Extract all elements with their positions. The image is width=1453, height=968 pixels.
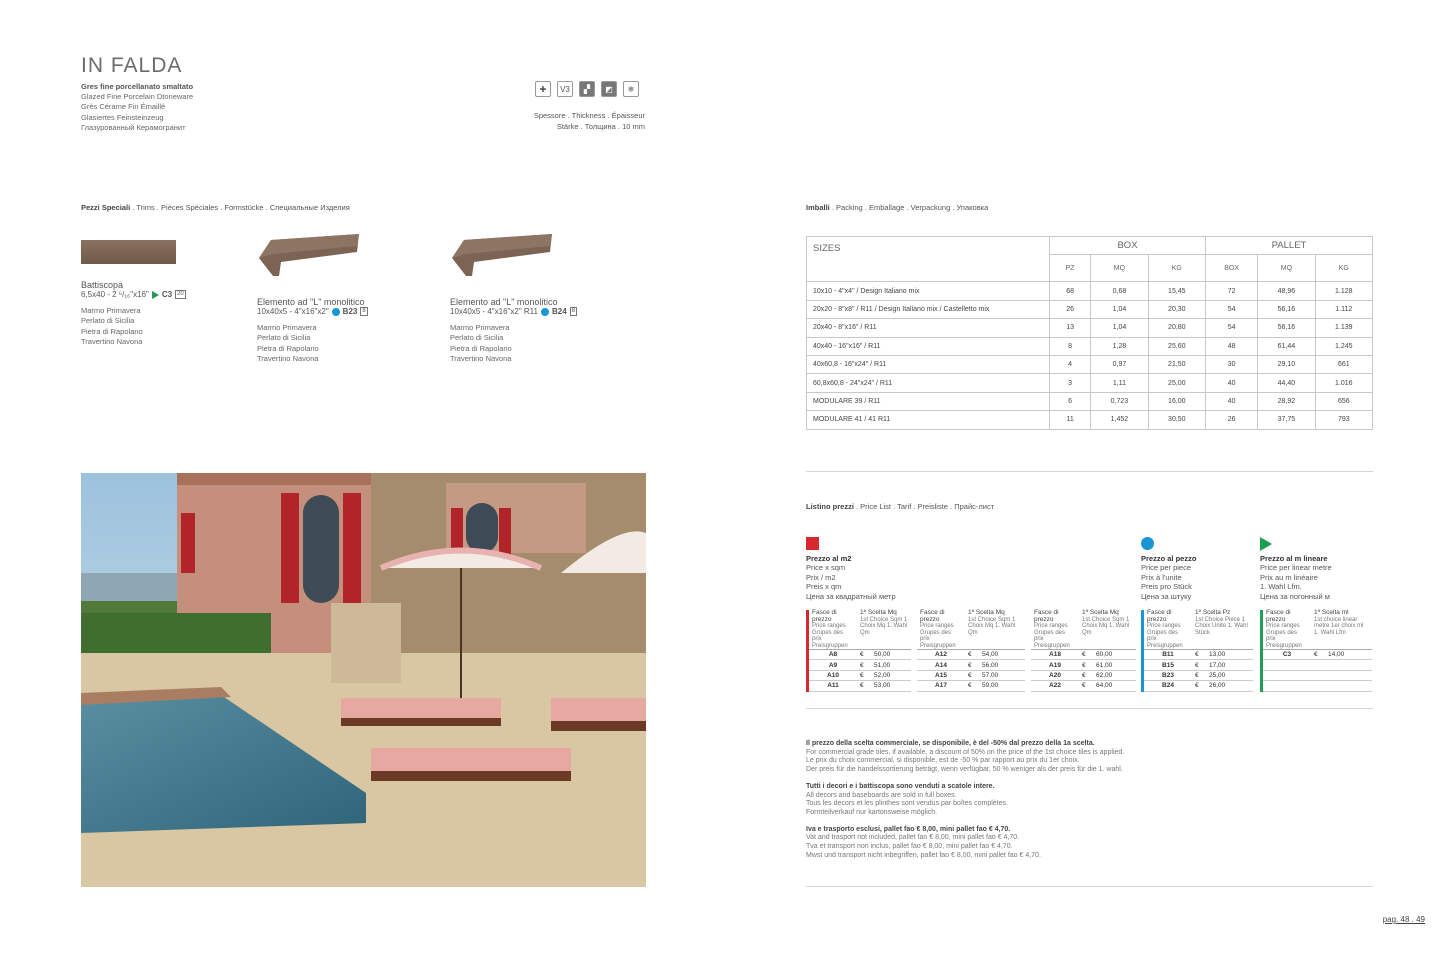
- frost-resistant-icon: ✚: [535, 81, 551, 97]
- value-cell: 0,97: [1091, 355, 1148, 373]
- price-table: [914, 610, 1025, 692]
- note-line: Tva et transport non inclus, pallet fao € 8,00, mini pallet fao € 4,70.: [806, 843, 1013, 851]
- price-range-header: Fasce di prezzo Price ranges Grupes des prix Preisgruppen: [808, 610, 858, 650]
- material-it: Gres fine porcellanato smaltato: [81, 82, 194, 91]
- value-cell: 1,452: [1091, 411, 1148, 429]
- price-header: 1ª Scelta Mq 1st Choice Sqm 1 Choix Mq 1. Wahl Qm: [965, 610, 1025, 650]
- price-range-header: Fasce di prezzo Price ranges Grupes des prix Preisgruppen: [916, 610, 966, 650]
- size-cell: MODULARE 39 / R11: [807, 392, 1050, 410]
- price-row: [808, 670, 912, 680]
- note-line: Formteilverkauf nur kartonsweise möglich.: [806, 808, 938, 816]
- pool-villa-photo: [81, 473, 646, 887]
- value-cell: 20,80: [1148, 319, 1205, 337]
- thickness-line-2: Stärke . Толщина . 10 mm: [556, 121, 645, 131]
- label-line: Цена за погонный м: [1260, 591, 1330, 601]
- thickness-line-1: Spessore . Thickness . Épaisseur: [533, 111, 645, 120]
- price-value: 60,00: [1093, 650, 1136, 660]
- series-item: Travertino Navona: [257, 353, 319, 363]
- price-value: 53,00: [871, 681, 911, 691]
- trim-series-list: [81, 306, 261, 347]
- sub-box: BOX: [1206, 255, 1258, 282]
- price-value: 54,00: [979, 650, 1025, 660]
- value-cell: 56,16: [1258, 319, 1315, 337]
- pieces-per-box: 20: [177, 291, 184, 297]
- price-code: [1262, 660, 1312, 670]
- pieces-per-box: 8: [362, 308, 366, 314]
- material-ru: Глазурованный Керамогранит: [81, 122, 186, 132]
- series-item: Marmo Primavera: [81, 306, 141, 315]
- price-row: [808, 681, 912, 691]
- price-per-piece-label: [1141, 554, 1196, 601]
- price-row: [1262, 670, 1373, 680]
- series-item: Perlato di Sicilia: [81, 316, 135, 326]
- price-per-sqm-label: [806, 554, 896, 601]
- price-row: [808, 650, 912, 660]
- label-line: Prezzo al m lineare: [1260, 554, 1328, 563]
- blue-dot-icon: [1141, 537, 1154, 550]
- trim-image-l-element-r11: [450, 232, 554, 278]
- value-cell: 13: [1050, 319, 1091, 337]
- price-value: 61,00: [1093, 660, 1136, 670]
- trim-name: Elemento ad "L" monolitico: [450, 297, 558, 307]
- price-header: 1ª Scelta Pz 1st Choice Piece 1 Choix Unite 1. Wahl Stück: [1192, 610, 1253, 650]
- material-fr: Grès Cérame Fin Émaillé: [81, 102, 166, 112]
- note-line: For commercial grade tiles, if available, a discount of 50% on the price of the 1st choice tiles is applied.: [806, 748, 1125, 756]
- value-cell: 16,00: [1148, 392, 1205, 410]
- size-cell: 20x40 - 8"x16" / R11: [807, 319, 1050, 337]
- trim-image-baseboard: [81, 240, 176, 264]
- euro-sign: [1311, 681, 1325, 691]
- euro-sign: €: [965, 660, 979, 670]
- notes: [806, 740, 1366, 868]
- price-value: 51,00: [871, 660, 911, 670]
- price-code: A17: [916, 681, 966, 691]
- price-table: [1141, 610, 1253, 692]
- euro-sign: €: [857, 681, 871, 691]
- price-code: A19: [1030, 660, 1080, 670]
- price-code: A9: [808, 660, 858, 670]
- material-en: Glazed Fine Porcelain Dtoneware: [81, 92, 194, 102]
- packing-row: [807, 337, 1373, 355]
- series-item: Perlato di Sicilia: [450, 333, 504, 343]
- trims-heading: [81, 203, 350, 212]
- note-title: Il prezzo della scelta commerciale, se disponibile, è del -50% dal prezzo della 1a scelta.: [806, 740, 1095, 747]
- value-cell: 1.128: [1315, 282, 1372, 300]
- note-vat-transport: [806, 826, 1366, 861]
- floor-use-icon: ▞: [579, 81, 595, 97]
- value-cell: 0,68: [1091, 282, 1148, 300]
- note-full-boxes: [806, 783, 1366, 818]
- note-line: Mwst und transport nicht inbegriffen, pallet fao € 8,00, mini pallet fao € 4,70.: [806, 851, 1041, 859]
- price-row: [916, 670, 1026, 680]
- price-code: A8: [808, 650, 858, 660]
- value-cell: 4: [1050, 355, 1091, 373]
- price-range-header: Fasce di prezzo Price ranges Grupes des prix Preisgruppen: [1143, 610, 1193, 650]
- label-line: 1. Wahl Lfm.: [1260, 582, 1302, 592]
- trim-name: Elemento ad "L" monolitico: [257, 297, 365, 307]
- value-cell: 44,40: [1258, 374, 1315, 392]
- tile-properties-icons: [535, 81, 639, 97]
- price-code: A12: [916, 650, 966, 660]
- series-item: Travertino Navona: [81, 336, 143, 346]
- label-line: Price per piece: [1141, 563, 1192, 573]
- price-table: [1028, 610, 1136, 692]
- price-row: [1030, 681, 1137, 691]
- euro-sign: €: [965, 670, 979, 680]
- value-cell: 656: [1315, 392, 1372, 410]
- value-cell: 29,10: [1258, 355, 1315, 373]
- value-cell: 6: [1050, 392, 1091, 410]
- price-row: [916, 681, 1026, 691]
- trim-image-l-element: [257, 232, 361, 278]
- price-range-header: Fasce di prezzo Price ranges Grupes des prix Preisgruppen: [1262, 610, 1312, 650]
- pricelist-heading-bold: Listino prezzi: [806, 502, 854, 511]
- euro-sign: €: [1192, 670, 1206, 680]
- label-line: Prix / m2: [806, 572, 836, 582]
- price-code: C3: [1262, 650, 1312, 660]
- price-code: A20: [1030, 670, 1080, 680]
- value-cell: 21,50: [1148, 355, 1205, 373]
- price-row: [1262, 660, 1373, 670]
- blue-dot-icon: [332, 308, 340, 316]
- trim-size-row: [450, 307, 650, 316]
- value-cell: 61,44: [1258, 337, 1315, 355]
- green-triangle-icon: [152, 291, 159, 299]
- price-value: [1325, 681, 1372, 691]
- euro-sign: €: [1311, 650, 1325, 660]
- page-title: IN FALDA: [81, 54, 183, 77]
- price-value: 52,00: [871, 670, 911, 680]
- note-line: Tous les decors et les plinthes sont vendus par boîtes complètes.: [806, 800, 1008, 808]
- material-description: [81, 82, 193, 133]
- packing-heading-bold: Imballi: [806, 203, 830, 212]
- value-cell: 661: [1315, 355, 1372, 373]
- trim-size-row: [81, 290, 261, 299]
- sub-mq: MQ: [1091, 255, 1148, 282]
- value-cell: 26: [1050, 300, 1091, 318]
- price-header: 1ª Scelta ml 1st choice linear metre 1er choix ml 1. Wahl Lfm: [1311, 610, 1372, 650]
- trim-size-row: [257, 307, 447, 316]
- price-range-header: Fasce di prezzo Price ranges Grupes des prix Preisgruppen: [1030, 610, 1080, 650]
- price-row: [916, 660, 1026, 670]
- euro-sign: €: [965, 681, 979, 691]
- wall-use-icon: ◩: [601, 81, 617, 97]
- packing-row: [807, 300, 1373, 318]
- price-value: 26,00: [1206, 681, 1253, 691]
- price-code: B23: [1143, 670, 1193, 680]
- size-cell: 40x60,8 - 16"x24" / R11: [807, 355, 1050, 373]
- price-code: A15: [916, 670, 966, 680]
- note-line: Der preis für die handelssortierung beträgt, wenn verfügbar, 50 % weniger als der preis für die 1. wahl.: [806, 766, 1123, 774]
- col-box: BOX: [1050, 237, 1206, 255]
- value-cell: 56,16: [1258, 300, 1315, 318]
- anti-slip-icon: ❄: [623, 81, 639, 97]
- price-value: 17,00: [1206, 660, 1253, 670]
- price-row: [1262, 681, 1373, 691]
- value-cell: 1,11: [1091, 374, 1148, 392]
- value-cell: 48: [1206, 337, 1258, 355]
- price-value: 62,00: [1093, 670, 1136, 680]
- euro-sign: €: [857, 670, 871, 680]
- euro-sign: [1311, 660, 1325, 670]
- value-cell: 1,04: [1091, 300, 1148, 318]
- sub-mq: MQ: [1258, 255, 1315, 282]
- v3-variation-icon: V3: [557, 81, 573, 97]
- price-code: A18: [1030, 650, 1080, 660]
- price-value: 50,00: [871, 650, 911, 660]
- pieces-per-box: 8: [571, 308, 576, 314]
- euro-sign: €: [1079, 670, 1093, 680]
- label-line: Prix à l'unite: [1141, 572, 1182, 582]
- blue-dot-icon: [541, 308, 549, 316]
- value-cell: 1.245: [1315, 337, 1372, 355]
- size-cell: 10x10 - 4"x4" / Design Italiano mix: [807, 282, 1050, 300]
- note-title: Tutti i decori e i battiscopa sono venduti a scatole intere.: [806, 782, 995, 790]
- trim-series-list: [450, 323, 650, 364]
- divider: [806, 708, 1373, 709]
- col-pallet: PALLET: [1206, 237, 1373, 255]
- value-cell: 793: [1315, 411, 1372, 429]
- packing-table: [806, 236, 1373, 430]
- trim-name: Battiscopa: [81, 280, 124, 290]
- trim-size: 10x40x5 - 4"x16"x2": [257, 307, 329, 316]
- price-row: [1143, 681, 1254, 691]
- value-cell: 54: [1206, 300, 1258, 318]
- label-line: Preis x qm: [806, 582, 842, 592]
- packing-row: [807, 319, 1373, 337]
- label-line: Prix au m linéaire: [1260, 572, 1318, 582]
- price-code: [1262, 681, 1312, 691]
- value-cell: 25,00: [1148, 374, 1205, 392]
- euro-sign: €: [1192, 650, 1206, 660]
- price-row: [1143, 650, 1254, 660]
- series-item: Pietra di Rapolano: [81, 326, 143, 336]
- trim-size: 10x40x5 - 4"x16"x2" R11: [450, 307, 538, 316]
- price-code: A11: [808, 681, 858, 691]
- trim-code: C3: [161, 290, 173, 299]
- series-item: Perlato di Sicilia: [257, 333, 311, 343]
- series-item: Marmo Primavera: [257, 323, 317, 332]
- price-value: 64,00: [1093, 681, 1136, 691]
- price-row: [1143, 660, 1254, 670]
- price-value: [1325, 660, 1372, 670]
- red-square-icon: [806, 537, 819, 550]
- sub-kg: KG: [1315, 255, 1372, 282]
- value-cell: 54: [1206, 319, 1258, 337]
- euro-sign: €: [1079, 660, 1093, 670]
- label-line: Prezzo al pezzo: [1141, 554, 1197, 563]
- value-cell: 37,75: [1258, 411, 1315, 429]
- price-row: [916, 650, 1026, 660]
- value-cell: 0,723: [1091, 392, 1148, 410]
- value-cell: 8: [1050, 337, 1091, 355]
- trims-heading-bold: Pezzi Speciali: [81, 203, 131, 212]
- price-code: A10: [808, 670, 858, 680]
- euro-sign: €: [1079, 650, 1093, 660]
- price-code: B15: [1143, 660, 1193, 670]
- price-code: [1262, 670, 1312, 680]
- value-cell: 30,50: [1148, 411, 1205, 429]
- price-per-meter-label: [1260, 554, 1332, 601]
- value-cell: 25,60: [1148, 337, 1205, 355]
- price-code: A14: [916, 660, 966, 670]
- euro-sign: €: [857, 660, 871, 670]
- price-value: 14,00: [1325, 650, 1372, 660]
- price-header: 1ª Scelta Mq 1st Choice Sqm 1 Choix Mq 1. Wahl Qm: [1079, 610, 1136, 650]
- value-cell: 1,04: [1091, 319, 1148, 337]
- size-cell: 60,8x60,8 - 24"x24" / R11: [807, 374, 1050, 392]
- packing-row: [807, 392, 1373, 410]
- divider: [806, 471, 1373, 472]
- trim-item: [81, 238, 261, 347]
- divider: [806, 886, 1373, 887]
- size-cell: 40x40 - 16"x16" / R11: [807, 337, 1050, 355]
- note-line: Le prix du choix commercial, si disponible, est de -50 % par rapport au prix du 1er choix.: [806, 757, 1080, 765]
- price-header: 1ª Scelta Mq 1st Choice Sqm 1 Choix Mq 1. Wahl Qm: [857, 610, 911, 650]
- price-row: [1030, 650, 1137, 660]
- label-line: Цена за штуку: [1141, 591, 1192, 601]
- trim-code: B24: [551, 307, 567, 316]
- price-code: A22: [1030, 681, 1080, 691]
- price-value: 57,00: [979, 670, 1025, 680]
- price-value: [1325, 670, 1372, 680]
- material-de: Glasiertes Feinsteinzeug: [81, 112, 164, 122]
- green-triangle-icon: [1260, 537, 1272, 551]
- price-value: 25,00: [1206, 670, 1253, 680]
- value-cell: 28,92: [1258, 392, 1315, 410]
- size-cell: 20x20 - 8"x8" / R11 / Design Italiano mix / Castelletto mix: [807, 300, 1050, 318]
- series-item: Pietra di Rapolano: [450, 343, 512, 353]
- trim-item: [450, 232, 650, 364]
- value-cell: 40: [1206, 392, 1258, 410]
- euro-sign: €: [1192, 681, 1206, 691]
- value-cell: 26: [1206, 411, 1258, 429]
- packing-row: [807, 355, 1373, 373]
- price-row: [1030, 670, 1137, 680]
- pricelist-heading-rest: . Price List . Tarif . Preisliste . Прайс-лист: [853, 502, 995, 511]
- price-table: [806, 610, 911, 692]
- packing-heading-rest: . Packing . Emballage . Verpackung . Упаковка: [829, 203, 989, 212]
- euro-sign: [1311, 670, 1325, 680]
- value-cell: 72: [1206, 282, 1258, 300]
- trim-item: [257, 232, 447, 364]
- size-cell: MODULARE 41 / 41 R11: [807, 411, 1050, 429]
- euro-sign: €: [965, 650, 979, 660]
- series-item: Pietra di Rapolano: [257, 343, 319, 353]
- note-line: Vat and trasport not included, pallet fao € 8,00, mini pallet fao € 4,70.: [806, 834, 1020, 842]
- label-line: Preis pro Stück: [1141, 582, 1192, 592]
- price-row: [1143, 670, 1254, 680]
- col-sizes: SIZES: [807, 237, 1050, 282]
- value-cell: 1.016: [1315, 374, 1372, 392]
- page-number: pag. 48 . 49: [1382, 915, 1425, 924]
- euro-sign: €: [1079, 681, 1093, 691]
- pricelist-heading: [806, 502, 994, 511]
- trim-series-list: [257, 323, 447, 364]
- value-cell: 68: [1050, 282, 1091, 300]
- thickness-info: [445, 111, 645, 132]
- value-cell: 48,96: [1258, 282, 1315, 300]
- packing-row: [807, 411, 1373, 429]
- price-value: 59,00: [979, 681, 1025, 691]
- series-item: Travertino Navona: [450, 353, 512, 363]
- label-line: Цена за квадратный метр: [806, 591, 896, 601]
- value-cell: 20,30: [1148, 300, 1205, 318]
- value-cell: 1.139: [1315, 319, 1372, 337]
- note-title: Iva e trasporto esclusi, pallet fao € 8,00, mini pallet fao € 4,70.: [806, 825, 1011, 833]
- label-line: Prezzo al m2: [806, 554, 852, 563]
- trim-size: 6,5x40 - 2 ⁵/₁₆"x16": [81, 290, 149, 299]
- value-cell: 30: [1206, 355, 1258, 373]
- note-commercial-grade: [806, 740, 1366, 775]
- price-row: [808, 660, 912, 670]
- value-cell: 1.112: [1315, 300, 1372, 318]
- price-code: B24: [1143, 681, 1193, 691]
- euro-sign: €: [857, 650, 871, 660]
- trims-heading-rest: . Trims . Pièces Spéciales . Formstücke . Специальные Изделия: [130, 203, 350, 212]
- price-row: [1030, 660, 1137, 670]
- value-cell: 11: [1050, 411, 1091, 429]
- value-cell: 3: [1050, 374, 1091, 392]
- price-value: 56,00: [979, 660, 1025, 670]
- packing-heading: [806, 203, 988, 212]
- sub-pz: PZ: [1050, 255, 1091, 282]
- euro-sign: €: [1192, 660, 1206, 670]
- series-item: Marmo Primavera: [450, 323, 510, 332]
- packing-row: [807, 374, 1373, 392]
- value-cell: 40: [1206, 374, 1258, 392]
- price-code: B11: [1143, 650, 1193, 660]
- price-row: [1262, 650, 1373, 660]
- label-line: Price per linear metre: [1260, 563, 1332, 573]
- price-table: [1260, 610, 1372, 692]
- value-cell: 15,45: [1148, 282, 1205, 300]
- note-line: All decors and baseboards are sold in full boxes.: [806, 791, 957, 799]
- trim-code: B23: [342, 307, 358, 316]
- value-cell: 1,28: [1091, 337, 1148, 355]
- packing-row: [807, 282, 1373, 300]
- price-value: 13,00: [1206, 650, 1253, 660]
- label-line: Price x sqm: [806, 563, 846, 573]
- sub-kg: KG: [1148, 255, 1205, 282]
